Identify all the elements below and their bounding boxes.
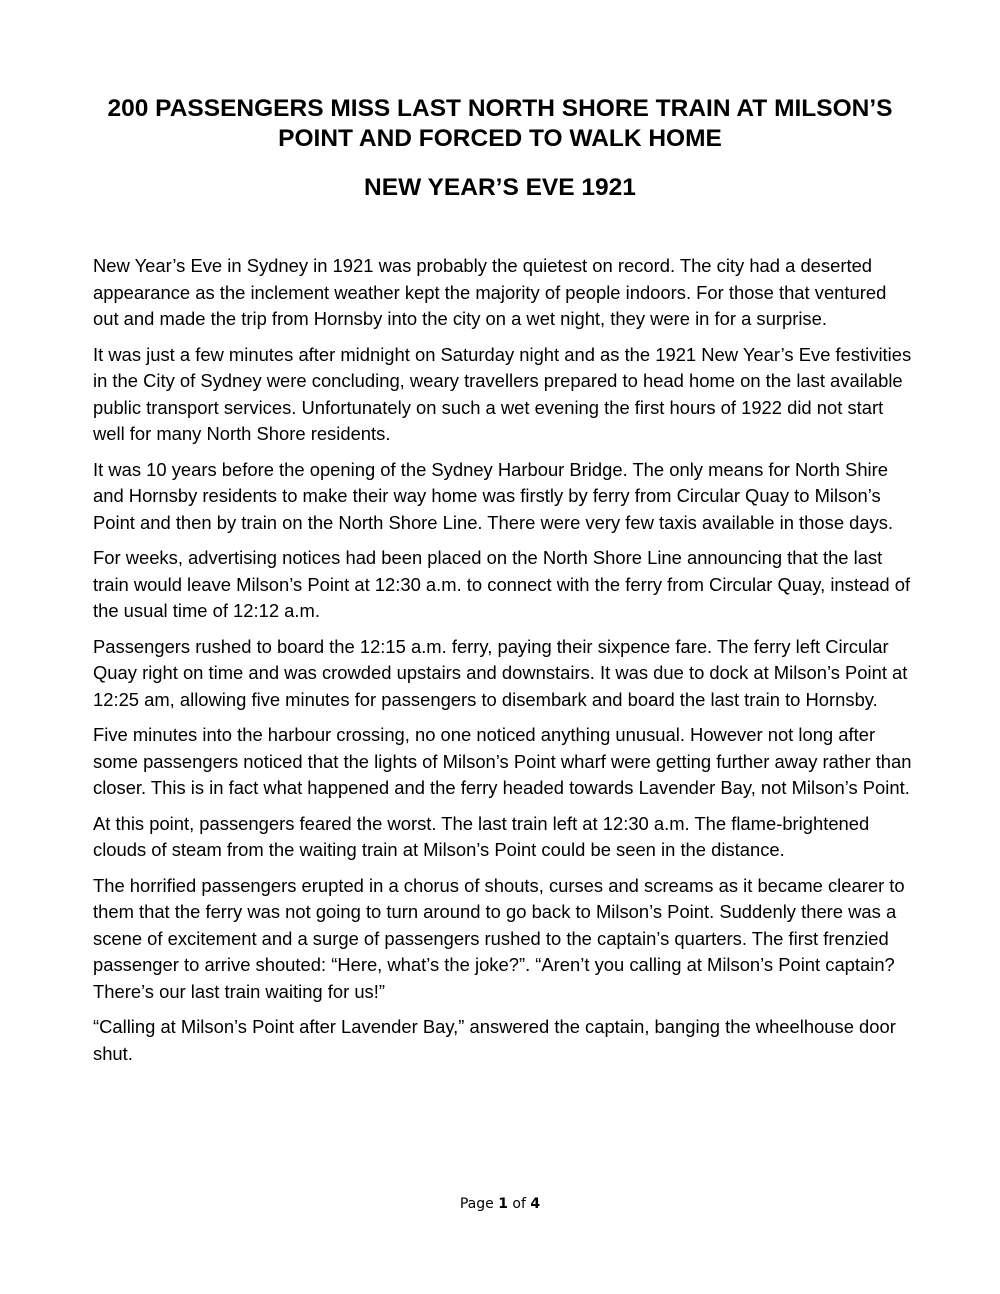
paragraph: It was 10 years before the opening of the Sydney Harbour Bridge. The only means for North Shire and Hornsby residents to make their way home was firstly by ferry from Circular Quay to Milson’s Point and then by train on the North Shore Line. There were very few taxis available in those days. <box>93 458 894 533</box>
paragraph: At this point, passengers feared the worst. The last train left at 12:30 a.m. The flame-brightened clouds of steam from the waiting train at Milson’s Point could be seen in the distance. <box>93 812 870 860</box>
document-title: 200 PASSENGERS MISS LAST NORTH SHORE TRAIN AT MILSON’S POINT AND FORCED TO WALK HOME <box>107 95 893 152</box>
document-subtitle: NEW YEAR’S EVE 1921 <box>364 174 636 201</box>
paragraph: New Year’s Eve in Sydney in 1921 was probably the quietest on record. The city had a deserted appearance as the inclement weather kept the majority of people indoors. For those that ventured out and made the trip from Hornsby into the city on a wet night, they were in for a surprise. <box>93 255 887 329</box>
page-total: 4 <box>530 1196 541 1212</box>
page-footer <box>0 1194 1000 1214</box>
paragraph: It was just a few minutes after midnight on Saturday night and as the 1921 New Year’s Eve festivities in the City of Sydney were concluding, weary travellers prepared to head home on the last available public transport services. Unfortunately on such a wet evening the first hours of 1922 did not start well for many North Shore residents. <box>93 343 912 444</box>
paragraph: “Calling at Milson’s Point after Lavender Bay,” answered the captain, banging the wheelhouse door shut. <box>93 1016 896 1064</box>
page-number: 1 <box>498 1196 508 1212</box>
paragraph: Five minutes into the harbour crossing, no one noticed anything unusual. However not long after some passengers noticed that the lights of Milson’s Point wharf were getting further away rather than closer. This is in fact what happened and the ferry headed towards Lavender Bay, not Milson’s Point. <box>93 724 912 798</box>
paragraph: For weeks, advertising notices had been placed on the North Shore Line announcing that the last train would leave Milson’s Point at 12:30 a.m. to connect with the ferry from Circular Quay, instead of the usual time of 12:12 a.m. <box>93 547 911 621</box>
document-body <box>93 253 915 1076</box>
paragraph: The horrified passengers erupted in a chorus of shouts, curses and screams as it became clearer to them that the ferry was not going to turn around to go back to Milson’s Point. Suddenly there was a scene of excitement and a surge of passengers rushed to the captain’s quarters. The first frenzied passenger to arrive shouted: “Here, what’s the joke?”. “Aren’t you calling at Milson’s Point captain? There’s our last train waiting for us!” <box>93 874 905 1002</box>
paragraph: Passengers rushed to board the 12:15 a.m. ferry, paying their sixpence fare. The ferry left Circular Quay right on time and was crowded upstairs and downstairs. It was due to dock at Milson’s Point at 12:25 am, allowing five minutes for passengers to disembark and board the last train to Hornsby. <box>93 635 908 710</box>
page-of-label: of <box>512 1196 526 1212</box>
page-label: Page <box>459 1196 494 1212</box>
